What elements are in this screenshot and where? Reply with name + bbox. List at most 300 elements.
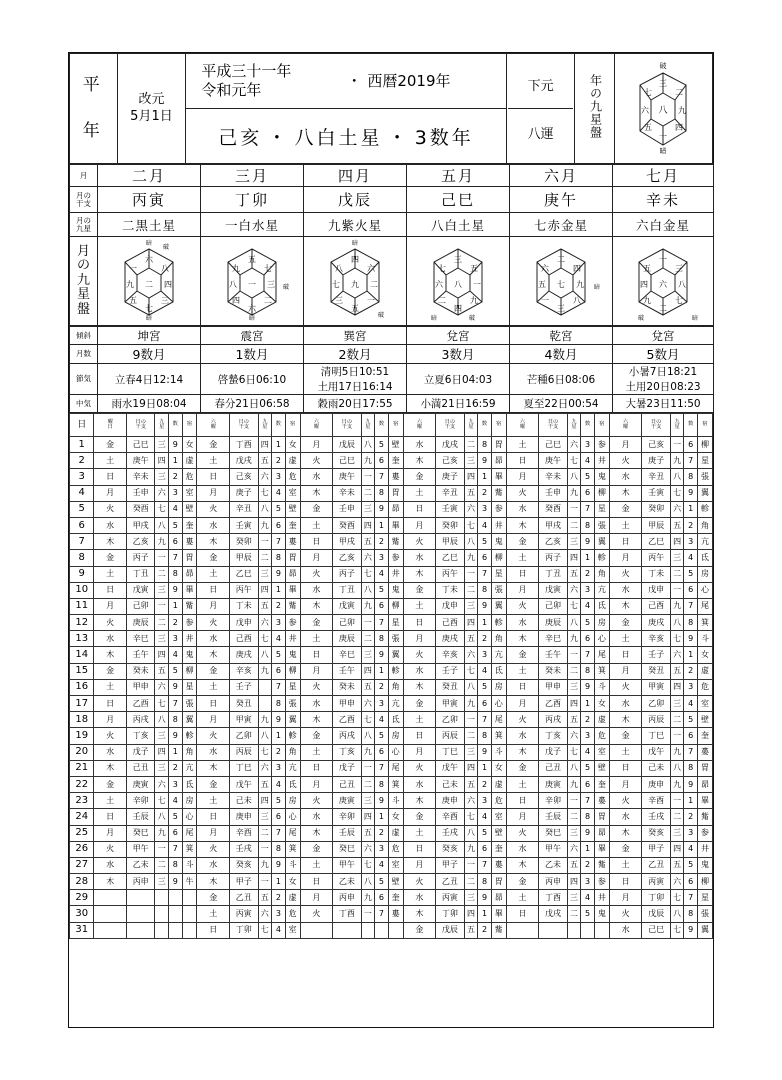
calendar-cell-m0-c4: 柳 bbox=[182, 663, 197, 679]
calendar-cell-m5-c3: 7 bbox=[684, 890, 698, 906]
calendar-cell-m4-c0: 火 bbox=[506, 598, 539, 614]
calendar-cell-m2-c0: 水 bbox=[300, 582, 333, 598]
calendar-cell-m5-c2: 六 bbox=[670, 647, 684, 663]
calendar-cell-m5-c3: 8 bbox=[684, 469, 698, 485]
calendar-cell-m4-c1: 丙戌 bbox=[539, 712, 567, 728]
calendar-cell-m2-c0: 水 bbox=[300, 696, 333, 712]
calendar-cell-m4-c1: 庚午 bbox=[539, 453, 567, 469]
calendar-cell-m0-c4: 胃 bbox=[182, 550, 197, 566]
calendar-cell-m5-c0: 日 bbox=[609, 760, 642, 776]
calendar-cell-m1-c4: 張 bbox=[285, 696, 300, 712]
calendar-cell-m2-c2: 五 bbox=[361, 679, 375, 695]
calendar-cell-m2-c2: 七 bbox=[361, 857, 375, 873]
month-kyusei-label: 月の 九星 bbox=[70, 213, 98, 237]
calendar-cell-m1-c2: 四 bbox=[258, 437, 272, 453]
month-kanshi-3: 己巳 bbox=[407, 187, 510, 213]
calendar-cell-m2-c0: 月 bbox=[300, 776, 333, 792]
calendar-cell-m4-c4: 尾 bbox=[594, 647, 609, 663]
calendar-cell-m2-c4: 角 bbox=[388, 679, 403, 695]
svg-text:暗: 暗 bbox=[593, 284, 601, 291]
calendar-cell-m1-c0: 日 bbox=[197, 809, 230, 825]
keisha-3: 兌宮 bbox=[407, 327, 510, 345]
calendar-cell-m0-c4: 虚 bbox=[182, 453, 197, 469]
calendar-cell-m4-c2: 九 bbox=[567, 776, 581, 792]
calendar-cell-m1-c0: 日 bbox=[197, 922, 230, 938]
calendar-cell-m4-c0: 木 bbox=[506, 744, 539, 760]
calendar-day-number: 14 bbox=[70, 647, 94, 663]
calendar-cell-m3-c1: 辛亥 bbox=[436, 647, 464, 663]
calendar-cell-m1-c1: 乙卯 bbox=[230, 728, 258, 744]
calendar-cell-m3-c4: 参 bbox=[491, 501, 506, 517]
calendar-cell-m3-c0: 金 bbox=[403, 696, 436, 712]
calendar-cell-m4-c3: 8 bbox=[581, 517, 595, 533]
calendar-cell-m1-c3: 7 bbox=[272, 679, 286, 695]
calendar-cell-m2-c1: 庚辰 bbox=[333, 631, 361, 647]
month-kanshi-label: 月の 干支 bbox=[70, 187, 98, 213]
calendar-cell-m2-c4 bbox=[388, 922, 403, 938]
calendar-cell-m3-c1: 丁未 bbox=[436, 582, 464, 598]
calendar-cell-m0-c0: 土 bbox=[94, 793, 127, 809]
svg-text:五: 五 bbox=[129, 296, 137, 305]
calendar-cell-m2-c3: 6 bbox=[375, 890, 389, 906]
calendar-cell-m2-c4: 胃 bbox=[388, 485, 403, 501]
calendar-cell-m5-c4: 昴 bbox=[697, 776, 712, 792]
calendar-day-number: 29 bbox=[70, 890, 94, 906]
calendar-cell-m5-c1: 丁未 bbox=[642, 566, 670, 582]
calendar-cell-m3-c4: 翼 bbox=[491, 598, 506, 614]
calendar-cell-m0-c0: 火 bbox=[94, 501, 127, 517]
calendar-cell-m0-c0: 月 bbox=[94, 485, 127, 501]
calendar-cell-m2-c2: 一 bbox=[361, 615, 375, 631]
calendar-cell-m3-c2: 三 bbox=[464, 453, 478, 469]
calendar-cell-m5-c1: 辛酉 bbox=[642, 793, 670, 809]
calendar-day-number: 8 bbox=[70, 550, 94, 566]
calendar-cell-m4-c3: 3 bbox=[581, 437, 595, 453]
calendar-cell-m5-c3: 6 bbox=[684, 582, 698, 598]
month-detail-block bbox=[69, 326, 714, 413]
calendar-cell-m5-c4: 柳 bbox=[697, 874, 712, 890]
month-nine-star-chart-4 bbox=[515, 237, 607, 321]
calendar-cell-m4-c0: 土 bbox=[506, 663, 539, 679]
calendar-cell-m1-c3: 6 bbox=[272, 663, 286, 679]
chuki-4: 夏至22日00:54 bbox=[510, 395, 613, 413]
calendar-day-number: 27 bbox=[70, 857, 94, 873]
calendar-cell-m2-c4: 奎 bbox=[388, 890, 403, 906]
calendar-cell-m4-c3: 5 bbox=[581, 615, 595, 631]
calendar-cell-m1-c2: 三 bbox=[258, 566, 272, 582]
calendar-col-header-2-2: 九 星 bbox=[361, 414, 375, 437]
calendar-cell-m5-c3: 2 bbox=[684, 663, 698, 679]
calendar-cell-m4-c1: 庚寅 bbox=[539, 776, 567, 792]
calendar-cell-m1-c4: 胃 bbox=[285, 550, 300, 566]
calendar-cell-m2-c3: 6 bbox=[375, 744, 389, 760]
calendar-cell-m0-c2: 二 bbox=[155, 566, 169, 582]
calendar-cell-m2-c2: 一 bbox=[361, 906, 375, 922]
svg-text:暗: 暗 bbox=[145, 315, 153, 321]
calendar-cell-m2-c0: 土 bbox=[300, 631, 333, 647]
calendar-cell-m2-c3: 8 bbox=[375, 776, 389, 792]
calendar-cell-m3-c1: 戊午 bbox=[436, 760, 464, 776]
calendar-cell-m3-c3: 4 bbox=[478, 663, 492, 679]
calendar-cell-m0-c4: 氐 bbox=[182, 776, 197, 792]
calendar-cell-m0-c1: 乙亥 bbox=[126, 534, 154, 550]
calendar-cell-m5-c4: 箕 bbox=[697, 615, 712, 631]
calendar-col-header-2-1: 日の 干支 bbox=[333, 414, 361, 437]
calendar-cell-m0-c1: 丙申 bbox=[126, 874, 154, 890]
calendar-cell-m2-c0: 水 bbox=[300, 809, 333, 825]
table-row bbox=[70, 485, 713, 501]
sekki-row bbox=[70, 364, 714, 395]
calendar-cell-m5-c1: 己巳 bbox=[642, 922, 670, 938]
calendar-cell-m4-c2: 五 bbox=[567, 857, 581, 873]
calendar-cell-m5-c4: 觜 bbox=[697, 809, 712, 825]
calendar-cell-m4-c2: 八 bbox=[567, 760, 581, 776]
month-kanshi-row bbox=[70, 187, 714, 213]
calendar-cell-m4-c4: 觜 bbox=[594, 857, 609, 873]
calendar-cell-m2-c0: 金 bbox=[300, 501, 333, 517]
calendar-cell-m5-c1: 庚戌 bbox=[642, 615, 670, 631]
svg-text:五: 五 bbox=[470, 264, 478, 273]
calendar-cell-m2-c3: 9 bbox=[375, 501, 389, 517]
calendar-cell-m1-c4: 虚 bbox=[285, 890, 300, 906]
calendar-cell-m0-c2: 九 bbox=[155, 534, 169, 550]
calendar-cell-m3-c3: 5 bbox=[478, 679, 492, 695]
calendar-cell-m4-c3: 9 bbox=[581, 679, 595, 695]
svg-text:破: 破 bbox=[162, 244, 170, 251]
calendar-cell-m3-c3: 2 bbox=[478, 776, 492, 792]
year-suu: 3数年 bbox=[414, 126, 474, 149]
calendar-cell-m1-c1: 辛酉 bbox=[230, 825, 258, 841]
table-row bbox=[70, 841, 713, 857]
svg-text:二: 二 bbox=[557, 255, 565, 264]
calendar-cell-m5-c3: 9 bbox=[684, 631, 698, 647]
calendar-cell-m4-c1: 丙申 bbox=[539, 874, 567, 890]
chuki-0: 雨水19日08:04 bbox=[98, 395, 201, 413]
calendar-cell-m4-c0: 金 bbox=[506, 760, 539, 776]
keisha-1: 震宮 bbox=[201, 327, 304, 345]
calendar-cell-m0-c4: 尾 bbox=[182, 825, 197, 841]
calendar-cell-m2-c1: 己巳 bbox=[333, 453, 361, 469]
calendar-cell-m0-c2: 七 bbox=[155, 696, 169, 712]
calendar-day-number: 28 bbox=[70, 874, 94, 890]
svg-text:三: 三 bbox=[267, 280, 275, 289]
calendar-cell-m5-c4: 斗 bbox=[697, 631, 712, 647]
calendar-cell-m1-c2: 七 bbox=[258, 922, 272, 938]
calendar-cell-m1-c2: 三 bbox=[258, 809, 272, 825]
calendar-cell-m5-c3: 4 bbox=[684, 696, 698, 712]
calendar-cell-m2-c0: 木 bbox=[300, 825, 333, 841]
calendar-cell-m4-c3: 2 bbox=[581, 857, 595, 873]
month-chart-cell-5 bbox=[613, 237, 714, 326]
calendar-cell-m0-c1: 庚午 bbox=[126, 453, 154, 469]
calendar-cell-m5-c3: 4 bbox=[684, 550, 698, 566]
calendar-cell-m1-c4: 心 bbox=[285, 809, 300, 825]
svg-text:八: 八 bbox=[573, 296, 581, 305]
calendar-cell-m5-c0: 水 bbox=[609, 922, 642, 938]
calendar-cell-m5-c1: 戊申 bbox=[642, 582, 670, 598]
calendar-cell-m0-c2: 一 bbox=[155, 598, 169, 614]
calendar-cell-m1-c2: 五 bbox=[258, 890, 272, 906]
calendar-cell-m5-c0: 水 bbox=[609, 696, 642, 712]
calendar-cell-m4-c0: 水 bbox=[506, 841, 539, 857]
calendar-cell-m5-c2: 六 bbox=[670, 874, 684, 890]
calendar-cell-m4-c1: 癸酉 bbox=[539, 501, 567, 517]
table-row bbox=[70, 744, 713, 760]
svg-text:暗: 暗 bbox=[145, 240, 153, 247]
kaigen-date: 5月1日 bbox=[130, 108, 173, 124]
calendar-day-number: 9 bbox=[70, 566, 94, 582]
svg-text:三: 三 bbox=[335, 296, 343, 305]
calendar-cell-m2-c3: 3 bbox=[375, 841, 389, 857]
calendar-cell-m0-c2: 三 bbox=[155, 582, 169, 598]
calendar-cell-m0-c0: 火 bbox=[94, 615, 127, 631]
calendar-cell-m1-c3: 8 bbox=[272, 696, 286, 712]
svg-text:四: 四 bbox=[164, 280, 172, 289]
calendar-cell-m4-c2: 八 bbox=[567, 615, 581, 631]
calendar-cell-m5-c3: 3 bbox=[684, 825, 698, 841]
calendar-cell-m1-c2 bbox=[258, 679, 272, 695]
calendar-col-header-1-0: 六 曜 bbox=[197, 414, 230, 437]
calendar-cell-m3-c2: 六 bbox=[464, 501, 478, 517]
table-row bbox=[70, 501, 713, 517]
calendar-cell-m5-c3: 8 bbox=[684, 906, 698, 922]
svg-text:五: 五 bbox=[538, 280, 546, 289]
calendar-cell-m3-c4: 尾 bbox=[491, 712, 506, 728]
calendar-cell-m2-c1: 甲戌 bbox=[333, 534, 361, 550]
calendar-cell-m1-c1: 壬子 bbox=[230, 679, 258, 695]
calendar-cell-m2-c2: 二 bbox=[361, 776, 375, 792]
calendar-cell-m5-c0: 水 bbox=[609, 809, 642, 825]
calendar-cell-m3-c2: 五 bbox=[464, 776, 478, 792]
calendar-cell-m3-c2: 二 bbox=[464, 728, 478, 744]
calendar-cell-m3-c1: 戊辰 bbox=[436, 922, 464, 938]
calendar-cell-m4-c1: 辛巳 bbox=[539, 631, 567, 647]
calendar-cell-m0-c2: 六 bbox=[155, 679, 169, 695]
table-row bbox=[70, 517, 713, 533]
calendar-cell-m1-c0: 土 bbox=[197, 566, 230, 582]
calendar-cell-m5-c4: 張 bbox=[697, 906, 712, 922]
calendar-col-header-1-3: 数 bbox=[272, 414, 286, 437]
calendar-cell-m3-c3: 6 bbox=[478, 841, 492, 857]
calendar-cell-m5-c0: 水 bbox=[609, 582, 642, 598]
calendar-cell-m3-c2: 四 bbox=[464, 760, 478, 776]
calendar-cell-m1-c1: 壬戌 bbox=[230, 841, 258, 857]
calendar-cell-m0-c1: 癸未 bbox=[126, 663, 154, 679]
calendar-cell-m2-c4: 虚 bbox=[388, 825, 403, 841]
calendar-col-header-5-1: 日の 干支 bbox=[642, 414, 670, 437]
calendar-cell-m2-c0: 金 bbox=[300, 615, 333, 631]
calendar-cell-m5-c2: 一 bbox=[670, 582, 684, 598]
svg-text:七: 七 bbox=[264, 264, 272, 273]
calendar-cell-m0-c0: 日 bbox=[94, 809, 127, 825]
calendar-col-header-3-4: 宿 bbox=[491, 414, 506, 437]
calendar-cell-m4-c1: 辛卯 bbox=[539, 793, 567, 809]
calendar-cell-m3-c2: 六 bbox=[464, 793, 478, 809]
calendar-cell-m3-c1: 癸亥 bbox=[436, 841, 464, 857]
calendar-cell-m2-c1: 辛卯 bbox=[333, 809, 361, 825]
month-kanshi-5: 辛未 bbox=[613, 187, 714, 213]
calendar-cell-m5-c3: 1 bbox=[684, 647, 698, 663]
keisha-label: 傾斜 bbox=[70, 327, 98, 345]
calendar-cell-m1-c4: 柳 bbox=[285, 663, 300, 679]
calendar-cell-m4-c4: 参 bbox=[594, 437, 609, 453]
calendar-cell-m5-c0: 金 bbox=[609, 501, 642, 517]
calendar-cell-m3-c1: 癸丑 bbox=[436, 679, 464, 695]
sekki-2-a: 清明5日10:51 bbox=[320, 366, 390, 378]
year-chart-right: 九 bbox=[678, 105, 687, 115]
table-row bbox=[70, 906, 713, 922]
calendar-cell-m2-c4: 女 bbox=[388, 809, 403, 825]
calendar-cell-m2-c1: 甲申 bbox=[333, 696, 361, 712]
calendar-cell-m3-c3: 7 bbox=[478, 857, 492, 873]
calendar-cell-m2-c3: 5 bbox=[375, 874, 389, 890]
calendar-cell-m4-c3: 6 bbox=[581, 631, 595, 647]
calendar-cell-m4-c3: 4 bbox=[581, 598, 595, 614]
svg-text:四: 四 bbox=[573, 264, 581, 273]
calendar-cell-m5-c4: 張 bbox=[697, 469, 712, 485]
month-nine-star-chart-3 bbox=[412, 237, 504, 321]
calendar-cell-m3-c4: 鬼 bbox=[491, 534, 506, 550]
calendar-cell-m4-c0: 日 bbox=[506, 793, 539, 809]
keisha-row bbox=[70, 327, 714, 345]
calendar-cell-m2-c4: 亢 bbox=[388, 696, 403, 712]
calendar-cell-m0-c3: 5 bbox=[169, 517, 183, 533]
calendar-cell-m5-c4: 壁 bbox=[697, 712, 712, 728]
calendar-cell-m4-c0: 金 bbox=[506, 874, 539, 890]
calendar-cell-m1-c3: 9 bbox=[272, 857, 286, 873]
calendar-cell-m3-c4: 心 bbox=[491, 696, 506, 712]
calendar-cell-m4-c4: 婁 bbox=[594, 793, 609, 809]
month-kyusei-5: 六白金星 bbox=[613, 213, 714, 237]
calendar-cell-m3-c1: 甲辰 bbox=[436, 534, 464, 550]
calendar-cell-m5-c1: 己酉 bbox=[642, 598, 670, 614]
calendar-cell-m5-c4: 翼 bbox=[697, 485, 712, 501]
svg-text:六: 六 bbox=[145, 255, 153, 264]
calendar-cell-m1-c3: 5 bbox=[272, 793, 286, 809]
calendar-cell-m0-c4: 翼 bbox=[182, 712, 197, 728]
calendar-cell-m0-c4: 亢 bbox=[182, 760, 197, 776]
calendar-cell-m0-c4: 室 bbox=[182, 485, 197, 501]
calendar-cell-m0-c4: 斗 bbox=[182, 857, 197, 873]
svg-text:一: 一 bbox=[129, 264, 137, 273]
calendar-cell-m1-c3: 4 bbox=[272, 485, 286, 501]
calendar-cell-m5-c0: 水 bbox=[609, 469, 642, 485]
calendar-cell-m5-c1: 癸丑 bbox=[642, 663, 670, 679]
calendar-cell-m4-c2: 七 bbox=[567, 598, 581, 614]
calendar-col-header-3-3: 数 bbox=[478, 414, 492, 437]
calendar-cell-m0-c4: 箕 bbox=[182, 841, 197, 857]
calendar-cell-m0-c4: 奎 bbox=[182, 517, 197, 533]
calendar-cell-m2-c3: 1 bbox=[375, 517, 389, 533]
calendar-cell-m0-c2: 三 bbox=[155, 437, 169, 453]
calendar-cell-m2-c4: 軫 bbox=[388, 663, 403, 679]
calendar-cell-m0-c2: 三 bbox=[155, 760, 169, 776]
calendar-cell-m1-c1: 己亥 bbox=[230, 469, 258, 485]
calendar-cell-m1-c3: 3 bbox=[272, 615, 286, 631]
calendar-cell-m0-c4 bbox=[182, 890, 197, 906]
calendar-cell-m0-c1: 辛卯 bbox=[126, 793, 154, 809]
month-chart-cell-1 bbox=[201, 237, 304, 326]
table-row bbox=[70, 922, 713, 938]
calendar-cell-m4-c4: 柳 bbox=[594, 485, 609, 501]
calendar-cell-m3-c2: 二 bbox=[464, 874, 478, 890]
calendar-cell-m2-c4: 翼 bbox=[388, 647, 403, 663]
calendar-cell-m3-c3: 2 bbox=[478, 631, 492, 647]
year-chart-left: 六 bbox=[641, 105, 650, 115]
calendar-cell-m2-c1: 乙亥 bbox=[333, 550, 361, 566]
calendar-cell-m4-c2: 三 bbox=[567, 534, 581, 550]
calendar-cell-m3-c0: 木 bbox=[403, 679, 436, 695]
calendar-cell-m5-c4: 星 bbox=[697, 453, 712, 469]
calendar-cell-m2-c3: 3 bbox=[375, 696, 389, 712]
calendar-cell-m0-c3: 8 bbox=[169, 712, 183, 728]
year-chart-top-left: 七 bbox=[644, 87, 653, 97]
calendar-cell-m1-c0: 金 bbox=[197, 663, 230, 679]
calendar-cell-m3-c0: 金 bbox=[403, 809, 436, 825]
reiwa-year: 令和元年 bbox=[201, 81, 262, 99]
calendar-cell-m0-c4: 軫 bbox=[182, 728, 197, 744]
calendar-cell-m1-c4: 婁 bbox=[285, 534, 300, 550]
calendar-cell-m4-c2: 二 bbox=[567, 517, 581, 533]
calendar-cell-m1-c1: 己酉 bbox=[230, 631, 258, 647]
calendar-cell-m3-c0: 水 bbox=[403, 550, 436, 566]
month-chart-cell-4 bbox=[510, 237, 613, 326]
calendar-cell-m3-c3: 7 bbox=[478, 712, 492, 728]
calendar-cell-m0-c0: 水 bbox=[94, 631, 127, 647]
calendar-cell-m3-c0: 金 bbox=[403, 582, 436, 598]
svg-text:五: 五 bbox=[643, 264, 651, 273]
calendar-cell-m2-c1: 庚午 bbox=[333, 469, 361, 485]
calendar-cell-m4-c0: 月 bbox=[506, 696, 539, 712]
header-year-bottom: 年 bbox=[82, 120, 104, 141]
calendar-cell-m1-c3: 1 bbox=[272, 874, 286, 890]
month-nine-star-chart-0 bbox=[103, 237, 195, 321]
calendar-cell-m4-c0: 月 bbox=[506, 469, 539, 485]
table-row bbox=[70, 615, 713, 631]
calendar-cell-m1-c3: 3 bbox=[272, 906, 286, 922]
calendar-cell-m2-c2: 八 bbox=[361, 437, 375, 453]
month-kanshi-0: 丙寅 bbox=[98, 187, 201, 213]
calendar-cell-m3-c4: 昴 bbox=[491, 453, 506, 469]
calendar-col-header-4-3: 数 bbox=[581, 414, 595, 437]
calendar-cell-m0-c1: 癸酉 bbox=[126, 501, 154, 517]
calendar-cell-m5-c0: 日 bbox=[609, 874, 642, 890]
year-chart-bottom-left: 五 bbox=[644, 122, 653, 132]
calendar-cell-m0-c3 bbox=[169, 922, 183, 938]
calendar-cell-m1-c1: 乙巳 bbox=[230, 566, 258, 582]
calendar-cell-m0-c1: 丙子 bbox=[126, 550, 154, 566]
calendar-cell-m5-c1: 庚申 bbox=[642, 776, 670, 792]
calendar-cell-m3-c3: 1 bbox=[478, 469, 492, 485]
calendar-cell-m5-c2: 三 bbox=[670, 550, 684, 566]
calendar-cell-m3-c3: 4 bbox=[478, 809, 492, 825]
calendar-day-number: 30 bbox=[70, 906, 94, 922]
calendar-cell-m4-c1 bbox=[539, 922, 567, 938]
calendar-cell-m1-c1: 癸丑 bbox=[230, 696, 258, 712]
calendar-cell-m1-c3: 7 bbox=[272, 534, 286, 550]
calendar-cell-m1-c4: 亢 bbox=[285, 760, 300, 776]
table-row bbox=[70, 793, 713, 809]
calendar-cell-m5-c3: 7 bbox=[684, 744, 698, 760]
calendar-cell-m1-c0: 土 bbox=[197, 679, 230, 695]
calendar-cell-m3-c1: 辛丑 bbox=[436, 485, 464, 501]
calendar-cell-m0-c4: 角 bbox=[182, 744, 197, 760]
calendar-cell-m0-c2: 四 bbox=[155, 744, 169, 760]
calendar-cell-m4-c2: 五 bbox=[567, 712, 581, 728]
sekki-5-a: 小暑7日18:21 bbox=[628, 366, 698, 378]
calendar-cell-m5-c2: 五 bbox=[670, 663, 684, 679]
calendar-cell-m1-c2: 一 bbox=[258, 874, 272, 890]
